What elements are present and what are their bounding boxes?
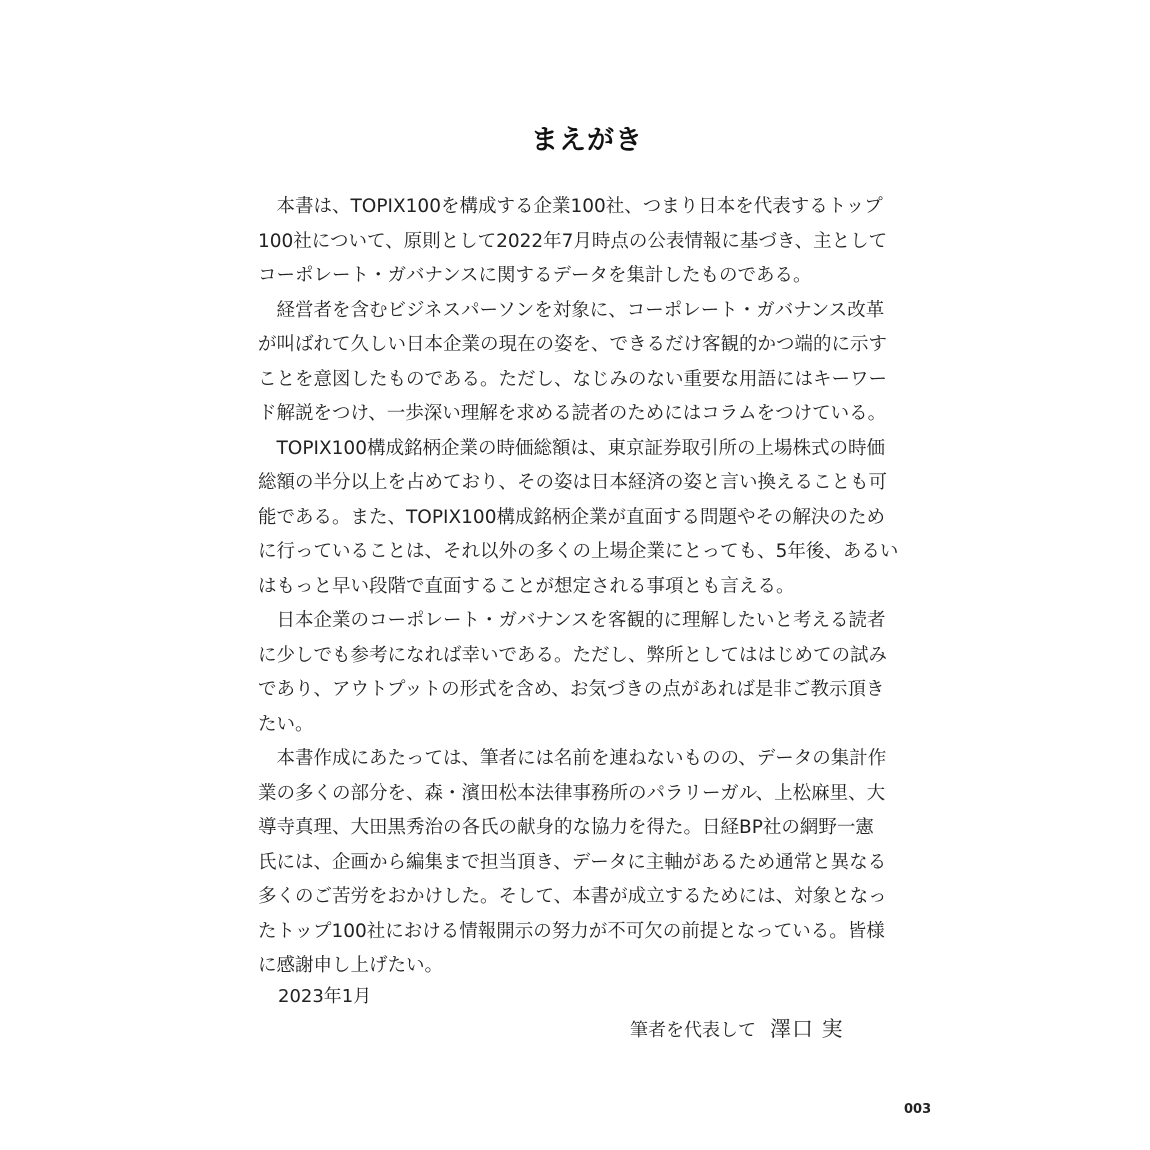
text-line: 氏には、企画から編集まで担当頂き、データに主軸があるため通常と異なる [258, 851, 887, 873]
paragraph [258, 294, 918, 432]
preface-body [258, 190, 918, 984]
paragraph [258, 190, 918, 294]
date-line: 2023年1月 [278, 986, 372, 1007]
text-line: 100社について、原則として2022年7月時点の公表情報に基づき、主として [258, 230, 888, 252]
text-line: たトップ100社における情報開示の努力が不可欠の前提となっている。皆様 [258, 920, 885, 942]
signature-role: 筆者を代表して [630, 1020, 756, 1041]
text-line: ド解説をつけ、一歩深い理解を求める読者のためにはコラムをつけている。 [258, 403, 887, 424]
text-line: であり、アウトプットの形式を含め、お気づきの点があれば是非ご教示頂き [258, 679, 885, 700]
text-line: 本書は、TOPIX100を構成する企業100社、つまり日本を代表するトップ [258, 196, 883, 217]
text-line: たい。 [258, 713, 314, 735]
page-title: まえがき [531, 125, 643, 156]
text-line: に行っていることは、それ以外の多くの上場企業にとっても、5年後、あるい [258, 541, 899, 562]
paragraph [258, 604, 918, 742]
text-line: に感謝申し上げたい。 [258, 955, 444, 976]
text-line: が叫ばれて久しい日本企業の現在の姿を、できるだけ客観的かつ端的に示す [258, 334, 888, 355]
text-line: 導寺真理、大田黒秀治の各氏の献身的な協力を得た。日経BP社の網野一憲 [258, 817, 874, 838]
text-line: 日本企業のコーポレート・ガバナンスを客観的に理解したいと考える読者 [258, 610, 886, 631]
paragraph [258, 432, 918, 605]
text-line: はもっと早い段階で直面することが想定される事項とも言える。 [258, 575, 795, 597]
page-number: 003 [904, 1102, 932, 1117]
text-line: 総額の半分以上を占めており、その姿は日本経済の姿と言い換えることも可 [258, 472, 888, 493]
author-name: 澤口 実 [770, 1017, 844, 1041]
signature [630, 1013, 844, 1047]
text-line: 多くのご苦労をおかけした。そして、本書が成立するためには、対象となっ [258, 886, 887, 907]
text-line: 本書作成にあたっては、筆者には名前を連ねないものの、データの集計作 [258, 748, 887, 769]
paragraph [258, 742, 918, 984]
text-line: TOPIX100構成銘柄企業の時価総額は、東京証券取引所の上場株式の時価 [258, 437, 885, 459]
text-line: 経営者を含むビジネスパーソンを対象に、コーポレート・ガバナンス改革 [258, 299, 885, 321]
text-line: 能である。また、TOPIX100構成銘柄企業が直面する問題やその解決のため [258, 506, 885, 528]
text-line: ことを意図したものである。ただし、なじみのない重要な用語にはキーワー [258, 368, 888, 390]
text-line: に少しでも参考になれば幸いである。ただし、弊所としてははじめての試み [258, 644, 888, 666]
text-line: 業の多くの部分を、森・濱田松本法律事務所のパラリーガル、上松麻里、大 [258, 782, 886, 804]
text-line: コーポレート・ガバナンスに関するデータを集計したものである。 [258, 265, 812, 286]
